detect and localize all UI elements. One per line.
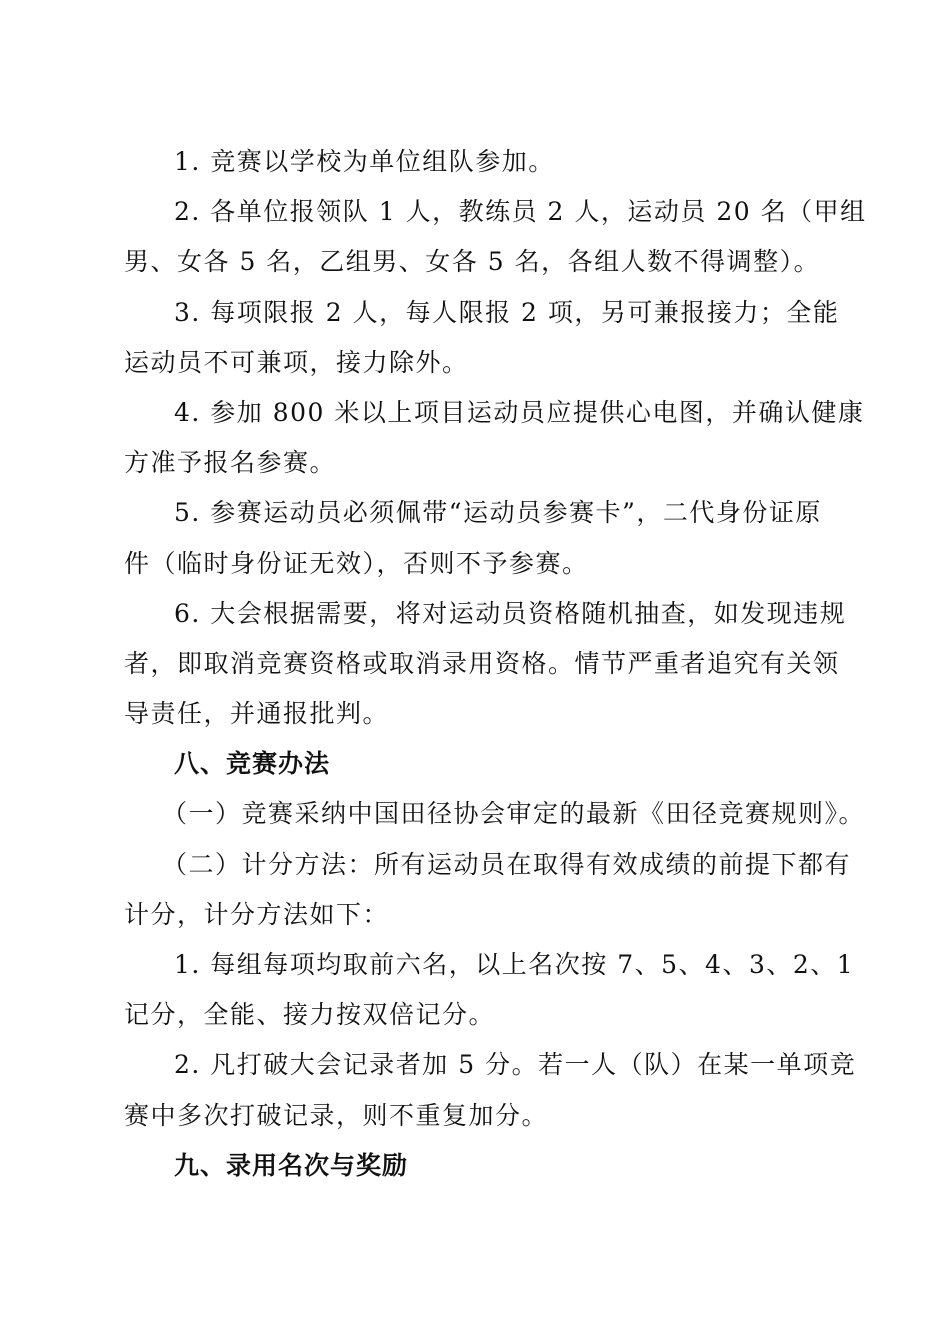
rule-5-line-2: 件（临时身份证无效），否则不予参赛。	[124, 548, 589, 578]
rule-3-line-2: 运动员不可兼项，接力除外。	[124, 347, 469, 377]
section-9-heading: 九、录用名次与奖励	[174, 1150, 409, 1180]
rule-3-line-1: 3. 每项限报 2 人，每人限报 2 项，另可兼报接力；全能	[174, 297, 840, 327]
rule-2-line-1: 2. 各单位报领队 1 人，教练员 2 人，运动员 20 名（甲组	[174, 197, 867, 227]
rule-4-line-2: 方准予报名参赛。	[124, 448, 337, 478]
document-body	[124, 147, 867, 1204]
scoring-rule-2-line-1: 2. 凡打破大会记录者加 5 分。若一人（队）在某一单项竞	[174, 1050, 857, 1080]
rule-6-line-3: 导责任，并通报批判。	[124, 699, 390, 729]
section-8-item-2-line-2: 计分，计分方法如下：	[124, 899, 390, 929]
scoring-rule-1-line-1: 1. 每组每项均取前六名，以上名次按 7、5、4、3、2、1	[174, 950, 855, 979]
section-8-item-2-line-1: （二）计分方法：所有运动员在取得有效成绩的前提下都有	[162, 849, 852, 879]
scoring-rule-1-line-2: 记分，全能、接力按双倍记分。	[124, 1000, 496, 1030]
rule-6-line-1: 6. 大会根据需要，将对运动员资格随机抽查，如发现违规	[174, 598, 847, 628]
rule-2-line-2: 男、女各 5 名，乙组男、女各 5 名，各组人数不得调整）。	[124, 247, 821, 277]
section-8-heading: 八、竞赛办法	[174, 749, 331, 779]
rule-1-line: 1. 竞赛以学校为单位组队参加。	[174, 147, 555, 176]
rule-4-line-1: 4. 参加 800 米以上项目运动员应提供心电图，并确认健康	[174, 397, 865, 427]
section-8-item-1: （一）竞赛采纳中国田径协会审定的最新《田径竞赛规则》。	[162, 799, 866, 829]
scoring-rule-2-line-2: 赛中多次打破记录，则不重复加分。	[124, 1100, 549, 1130]
rule-5-line-1: 5. 参赛运动员必须佩带“运动员参赛卡”，二代身份证原	[174, 498, 822, 528]
rule-6-line-2: 者，即取消竞赛资格或取消录用资格。情节严重者追究有关领	[124, 648, 840, 678]
